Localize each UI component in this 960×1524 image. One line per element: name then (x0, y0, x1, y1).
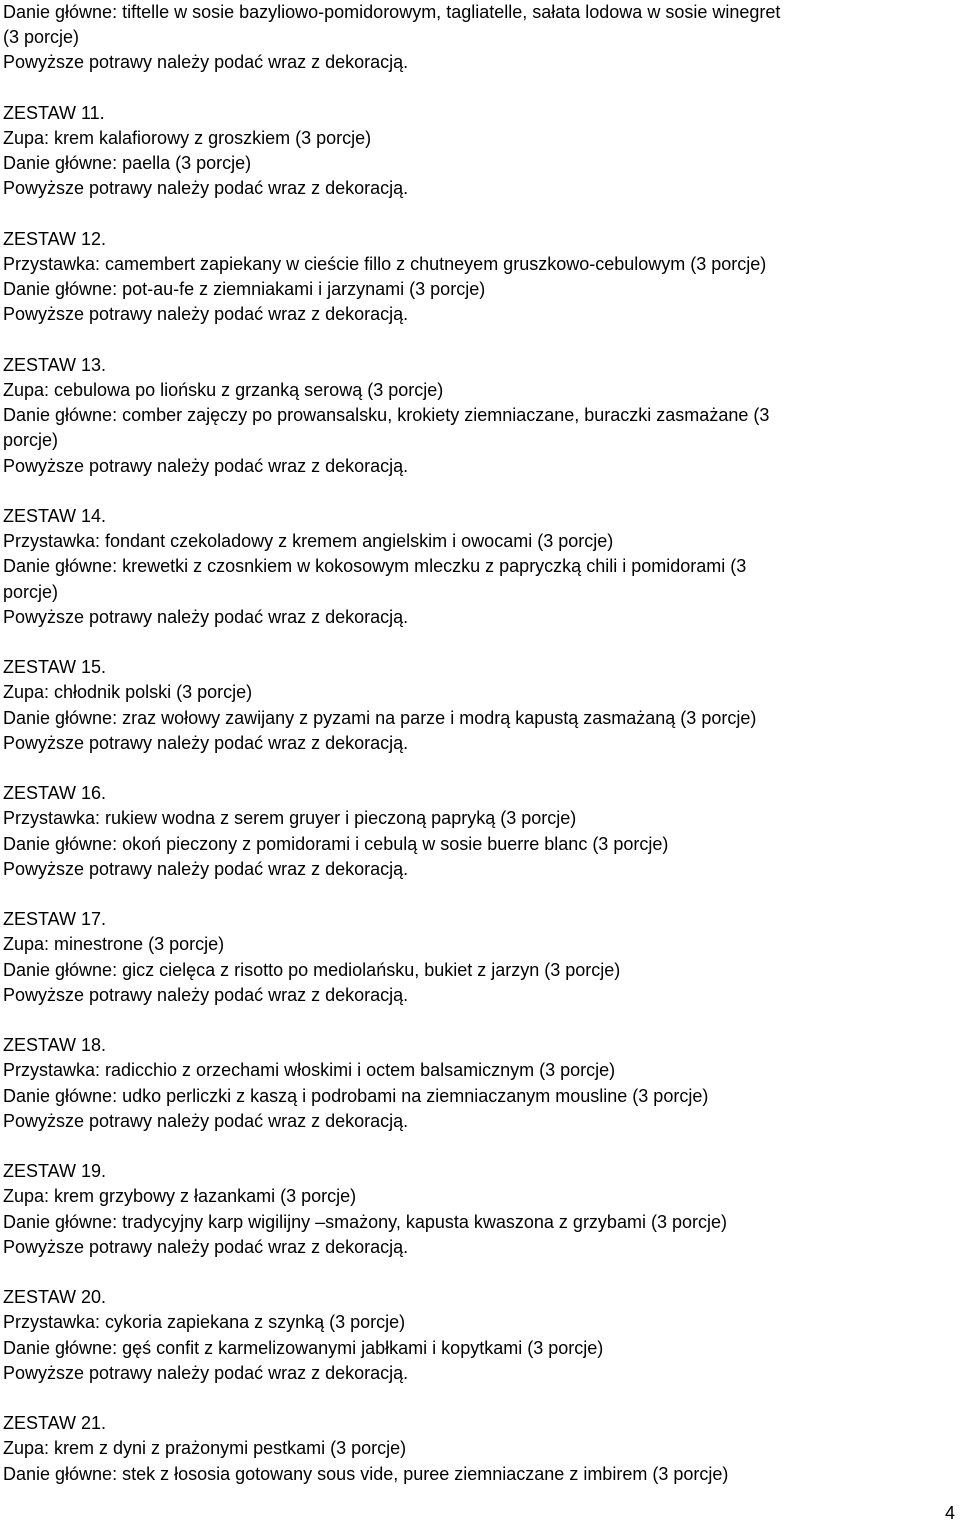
spacer (3, 1008, 943, 1033)
course-line: Zupa: krem z dyni z prażonymi pestkami (3 porcje) (3, 1438, 407, 1459)
set-title: ZESTAW 14. (3, 506, 107, 526)
course-line: Zupa: chłodnik polski (3 porcje) (3, 682, 253, 703)
set-title: ZESTAW 15. (3, 657, 107, 678)
decoration-note: Powyższe potrawy należy podać wraz z dekoracją. (3, 52, 409, 73)
set-section (3, 1159, 943, 1260)
document-page (3, 0, 943, 1487)
decoration-note: Powyższe potrawy należy podać wraz z dekoracją. (3, 606, 409, 627)
course-line: Zupa: cebulowa po liońsku z grzanką serową (3 porcje) (3, 380, 444, 400)
set-section (3, 781, 943, 882)
spacer (3, 756, 943, 781)
main-dish-line: Danie główne: zraz wołowy zawijany z pyzami na parze i modrą kapustą zasmażaną (3 porcje) (3, 707, 757, 728)
set-section (3, 1285, 943, 1386)
main-dish-line: Danie główne: udko perliczki z kaszą i podrobami na ziemniaczanym mousline (3 porcje) (3, 1085, 709, 1106)
set-title: ZESTAW 21. (3, 1413, 107, 1434)
set-section (3, 1411, 943, 1487)
main-dish-line: Danie główne: okoń pieczony z pomidorami i cebulą w sosie buerre blanc (3 porcje) (3, 833, 669, 854)
main-dish-line: Danie główne: tiftelle w sosie bazyliowo-pomidorowym, tagliatelle, sałata lodowa w sosie winegret (3, 2, 781, 22)
spacer (3, 630, 943, 655)
course-line: Zupa: minestrone (3 porcje) (3, 934, 225, 955)
set-title: ZESTAW 19. (3, 1161, 107, 1182)
page-number: 4 (944, 1503, 955, 1523)
set-section (3, 1033, 943, 1134)
set-section (3, 504, 943, 630)
spacer (3, 479, 943, 504)
set-title: ZESTAW 17. (3, 909, 107, 930)
set-section (3, 655, 943, 756)
course-line: Przystawka: radicchio z orzechami włoskimi i octem balsamicznym (3 porcje) (3, 1060, 616, 1081)
set-title: ZESTAW 12. (3, 228, 107, 249)
decoration-note: Powyższe potrawy należy podać wraz z dekoracją. (3, 1362, 409, 1383)
course-line: Zupa: krem kalafiorowy z groszkiem (3 porcje) (3, 128, 372, 148)
set-section (3, 101, 943, 202)
main-dish-line: Danie główne: paella (3 porcje) (3, 153, 252, 174)
decoration-note: Powyższe potrawy należy podać wraz z dekoracją. (3, 304, 409, 325)
main-dish-line-continuation: (3 porcje) (3, 27, 80, 48)
course-line: Przystawka: cykoria zapiekana z szynką (3 porcje) (3, 1312, 406, 1333)
spacer (3, 76, 943, 101)
course-line: Przystawka: camembert zapiekany w cieście fillo z chutneyem gruszkowo-cebulowym (3 porcje) (3, 254, 767, 274)
set-title: ZESTAW 18. (3, 1035, 107, 1056)
decoration-note: Powyższe potrawy należy podać wraz z dekoracją. (3, 1110, 409, 1131)
spacer (3, 328, 943, 353)
course-line: Przystawka: rukiew wodna z serem gruyer i pieczoną papryką (3 porcje) (3, 808, 577, 829)
decoration-note: Powyższe potrawy należy podać wraz z dekoracją. (3, 984, 409, 1005)
decoration-note: Powyższe potrawy należy podać wraz z dekoracją. (3, 455, 409, 476)
decoration-note: Powyższe potrawy należy podać wraz z dekoracją. (3, 1236, 409, 1257)
set-title: ZESTAW 11. (3, 102, 105, 123)
set-section (3, 907, 943, 1008)
main-dish-line: Danie główne: gicz cielęca z risotto po mediolańsku, bukiet z jarzyn (3 porcje) (3, 959, 621, 980)
spacer (3, 1260, 943, 1285)
decoration-note: Powyższe potrawy należy podać wraz z dekoracją. (3, 732, 409, 753)
set-section (3, 353, 943, 479)
main-dish-line: Danie główne: comber zajęczy po prowansalsku, krokiety ziemniaczane, buraczki zasmażane (3 (3, 405, 770, 426)
decoration-note: Powyższe potrawy należy podać wraz z dekoracją. (3, 858, 409, 879)
main-dish-line: Danie główne: krewetki z czosnkiem w kokosowym mleczku z papryczką chili i pomidorami (3 (3, 556, 747, 577)
intro-section (3, 0, 943, 76)
main-dish-line-continuation: porcje) (3, 430, 59, 451)
set-title: ZESTAW 16. (3, 783, 107, 804)
main-dish-line: Danie główne: tradycyjny karp wigilijny –smażony, kapusta kwaszona z grzybami (3 porcje) (3, 1211, 727, 1232)
spacer (3, 1386, 943, 1411)
main-dish-line: Danie główne: gęś confit z karmelizowanymi jabłkami i kopytkami (3 porcje) (3, 1337, 604, 1358)
spacer (3, 202, 943, 227)
decoration-note: Powyższe potrawy należy podać wraz z dekoracją. (3, 178, 409, 199)
set-title: ZESTAW 20. (3, 1287, 107, 1308)
course-line: Zupa: krem grzybowy z łazankami (3 porcje) (3, 1186, 357, 1207)
spacer (3, 1134, 943, 1159)
course-line: Przystawka: fondant czekoladowy z kremem angielskim i owocami (3 porcje) (3, 531, 614, 552)
spacer (3, 882, 943, 907)
set-title: ZESTAW 13. (3, 354, 107, 375)
main-dish-line: Danie główne: pot-au-fe z ziemniakami i jarzynami (3 porcje) (3, 279, 486, 300)
set-section (3, 227, 943, 328)
main-dish-line-continuation: porcje) (3, 581, 59, 602)
main-dish-line: Danie główne: stek z łososia gotowany sous vide, puree ziemniaczane z imbirem (3 porcje) (3, 1463, 729, 1484)
